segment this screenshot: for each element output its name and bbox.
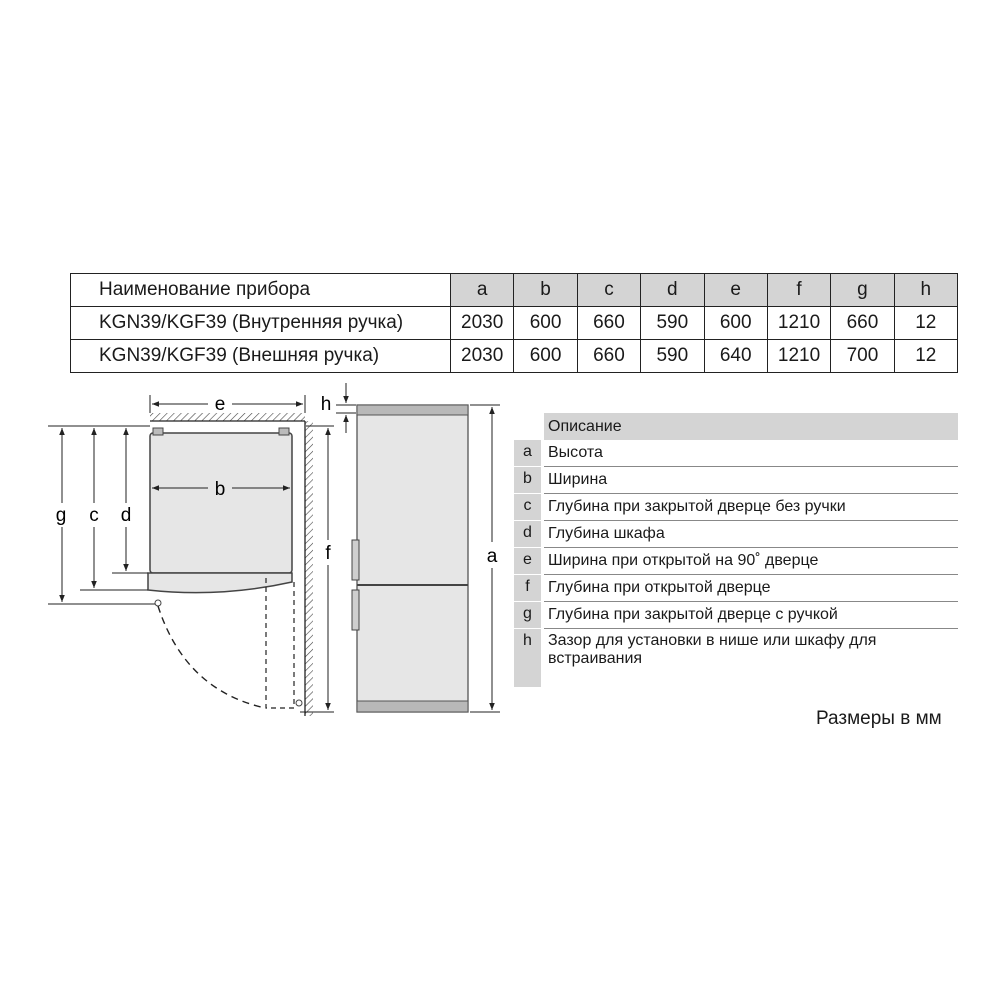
wall-hatching-top	[150, 413, 305, 421]
value-cell: 600	[514, 340, 577, 373]
legend-text: Глубина при открытой дверце	[544, 575, 958, 602]
label-f: f	[325, 543, 331, 564]
value-cell: 700	[831, 340, 894, 373]
door-swing-arc	[158, 606, 265, 708]
value-cell: 600	[704, 307, 767, 340]
legend-text: Глубина при закрытой дверце с ручкой	[544, 602, 958, 629]
value-cell: 660	[831, 307, 894, 340]
column-header-e: e	[704, 274, 767, 307]
legend-letter: a	[514, 440, 544, 467]
legend-letter: d	[514, 521, 544, 548]
label-e: e	[214, 394, 226, 415]
lower-handle	[352, 590, 359, 630]
list-item	[514, 494, 958, 521]
legend-text: Ширина	[544, 467, 958, 494]
value-cell: 12	[894, 307, 957, 340]
value-cell: 590	[641, 340, 704, 373]
top-view	[48, 394, 334, 716]
value-cell: 660	[577, 340, 640, 373]
legend-header-spacer	[514, 413, 544, 440]
hinge	[279, 428, 289, 435]
list-item	[514, 440, 958, 467]
legend-letter: g	[514, 602, 544, 629]
label-h: h	[320, 394, 332, 415]
appliance-side-view	[357, 405, 468, 712]
front-view	[321, 383, 500, 712]
legend-text: Глубина при закрытой дверце без ручки	[544, 494, 958, 521]
legend-letter: f	[514, 575, 544, 602]
list-item	[514, 602, 958, 629]
column-header-a: a	[451, 274, 514, 307]
value-cell: 640	[704, 340, 767, 373]
legend-table	[514, 413, 958, 688]
label-g: g	[55, 505, 67, 526]
list-item	[514, 575, 958, 602]
column-header-c: c	[577, 274, 640, 307]
pivot-point	[296, 700, 302, 706]
hinge	[153, 428, 163, 435]
value-cell: 600	[514, 307, 577, 340]
legend-text: Глубина шкафа	[544, 521, 958, 548]
legend-text: Ширина при открытой на 90˚ дверце	[544, 548, 958, 575]
device-name-header: Наименование прибора	[71, 274, 451, 307]
legend-title: Описание	[544, 413, 958, 440]
label-b: b	[214, 479, 226, 500]
value-cell: 1210	[767, 307, 830, 340]
legend-letter: h	[514, 629, 544, 688]
list-item	[514, 629, 958, 688]
value-cell: 2030	[451, 340, 514, 373]
door-closed	[148, 573, 292, 593]
units-note: Размеры в мм	[816, 708, 942, 729]
device-name-cell: KGN39/KGF39 (Внутренняя ручка)	[71, 307, 451, 340]
top-band	[357, 405, 468, 415]
pivot-point	[155, 600, 161, 606]
column-header-g: g	[831, 274, 894, 307]
label-c: c	[89, 505, 99, 526]
legend-text: Высота	[544, 440, 958, 467]
column-header-f: f	[767, 274, 830, 307]
label-d: d	[120, 505, 132, 526]
legend-letter: c	[514, 494, 544, 521]
value-cell: 660	[577, 307, 640, 340]
label-a: a	[486, 546, 498, 567]
value-cell: 12	[894, 340, 957, 373]
column-header-h: h	[894, 274, 957, 307]
bottom-band	[357, 701, 468, 712]
value-cell: 1210	[767, 340, 830, 373]
legend-header-row	[514, 413, 958, 440]
column-header-b: b	[514, 274, 577, 307]
list-item	[514, 521, 958, 548]
device-name-cell: KGN39/KGF39 (Внешняя ручка)	[71, 340, 451, 373]
list-item	[514, 548, 958, 575]
door-open-outline	[266, 578, 294, 708]
legend-letter: b	[514, 467, 544, 494]
upper-handle	[352, 540, 359, 580]
legend-text: Зазор для установки в нише или шкафу для встраивания	[548, 632, 877, 667]
list-item	[514, 467, 958, 494]
value-cell: 2030	[451, 307, 514, 340]
wall-hatching-right	[305, 421, 313, 716]
legend-letter: e	[514, 548, 544, 575]
value-cell: 590	[641, 307, 704, 340]
appliance-top-view	[150, 433, 292, 573]
column-header-d: d	[641, 274, 704, 307]
